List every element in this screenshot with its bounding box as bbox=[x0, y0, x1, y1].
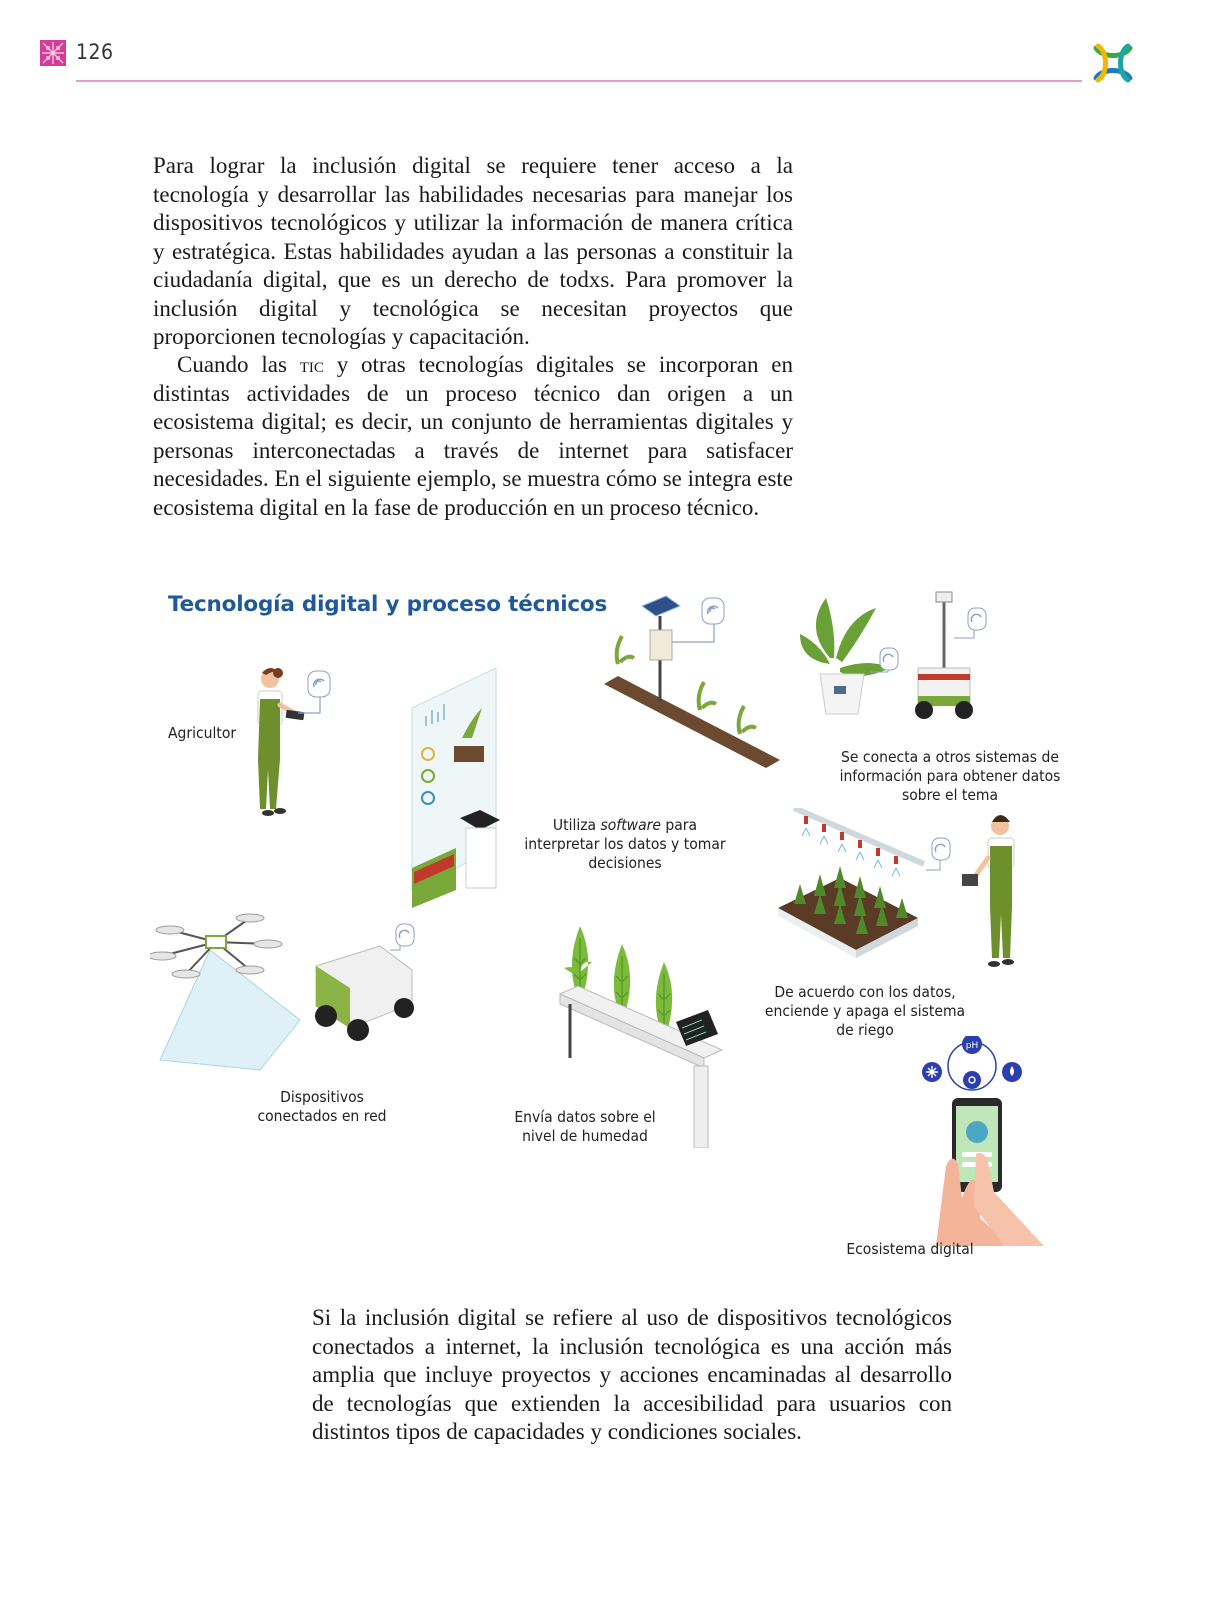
ph-icon-label: pH bbox=[965, 1041, 979, 1051]
ecosystem-paragraph bbox=[153, 351, 793, 522]
page-number: 126 bbox=[76, 40, 114, 64]
caption-software bbox=[520, 816, 730, 873]
intro-paragraph: Para lograr la inclusión digital se requiere tener acceso a la tecnología y desarrollar las habilidades necesarias para manejar los dispositivos tecnológicos y utilizar la información de manera crítica y estratégica. Estas habilidades ayudan a las personas a constituir la ciudadanía digital, que es un derecho de todxs. Para promover la inclusión digital y tecnológica se necesitan proyectos que proporcionen tecnologías y capacitación. bbox=[153, 153, 793, 349]
header-rule bbox=[76, 80, 1082, 82]
closing-paragraph: Si la inclusión digital se refiere al uso de dispositivos tecnológicos conectados a internet, la inclusión tecnológica es una acción más amplia que incluye proyectos y acciones encaminadas al desarrollo de tecnologías que extienden la accesibilidad para usuarios con distintos tipos de capacidades y condiciones sociales. bbox=[312, 1305, 952, 1444]
plant-and-camera-robot-icon bbox=[800, 588, 1026, 738]
caption-text: para interpretar los datos y tomar decisiones bbox=[524, 816, 726, 872]
paragraph-text: y otras tecnologías digitales se incorporan en distintas actividades de un proceso técnico dan origen a un ecosistema digital; es decir, un conjunto de herramientas digitales y personas interconectadas a través de internet para satisfacer necesidades. En el siguiente ejemplo, se muestra cómo se integra este ecosistema digital en la fase de producción en un proceso técnico. bbox=[153, 352, 793, 520]
solar-sensor-crop-row-icon bbox=[604, 592, 784, 772]
caption-humedad: Envía datos sobre el nivel de humedad bbox=[514, 1108, 656, 1145]
caption-riego: De acuerdo con los datos, enciende y apaga el sistema de riego bbox=[764, 983, 966, 1039]
page-corner-mark-icon bbox=[40, 40, 66, 66]
farmer-woman-illustration-icon bbox=[236, 665, 336, 825]
caption-conecta: Se conecta a otros sistemas de información para obtener datos sobre el tema bbox=[839, 748, 1061, 804]
crossed-rings-logo-icon bbox=[1088, 38, 1138, 88]
caption-italic-term: software bbox=[600, 816, 661, 834]
drone-and-robot-icon bbox=[150, 910, 430, 1080]
caption-agricultor: Agricultor bbox=[168, 724, 237, 742]
caption-text: Utiliza bbox=[552, 816, 601, 834]
irrigation-bed-farmer-icon bbox=[774, 808, 1050, 978]
tic-abbreviation: tic bbox=[299, 353, 324, 377]
paragraph-text: Cuando las bbox=[177, 352, 300, 377]
smartphone-ecosystem-icon bbox=[916, 1036, 1066, 1246]
caption-dispositivos: Dispositivos conectados en red bbox=[257, 1088, 387, 1125]
caption-ecosistema: Ecosistema digital bbox=[846, 1240, 974, 1258]
software-kiosk-screen-icon bbox=[406, 668, 516, 908]
infographic-title: Tecnología digital y proceso técnicos bbox=[168, 592, 608, 617]
